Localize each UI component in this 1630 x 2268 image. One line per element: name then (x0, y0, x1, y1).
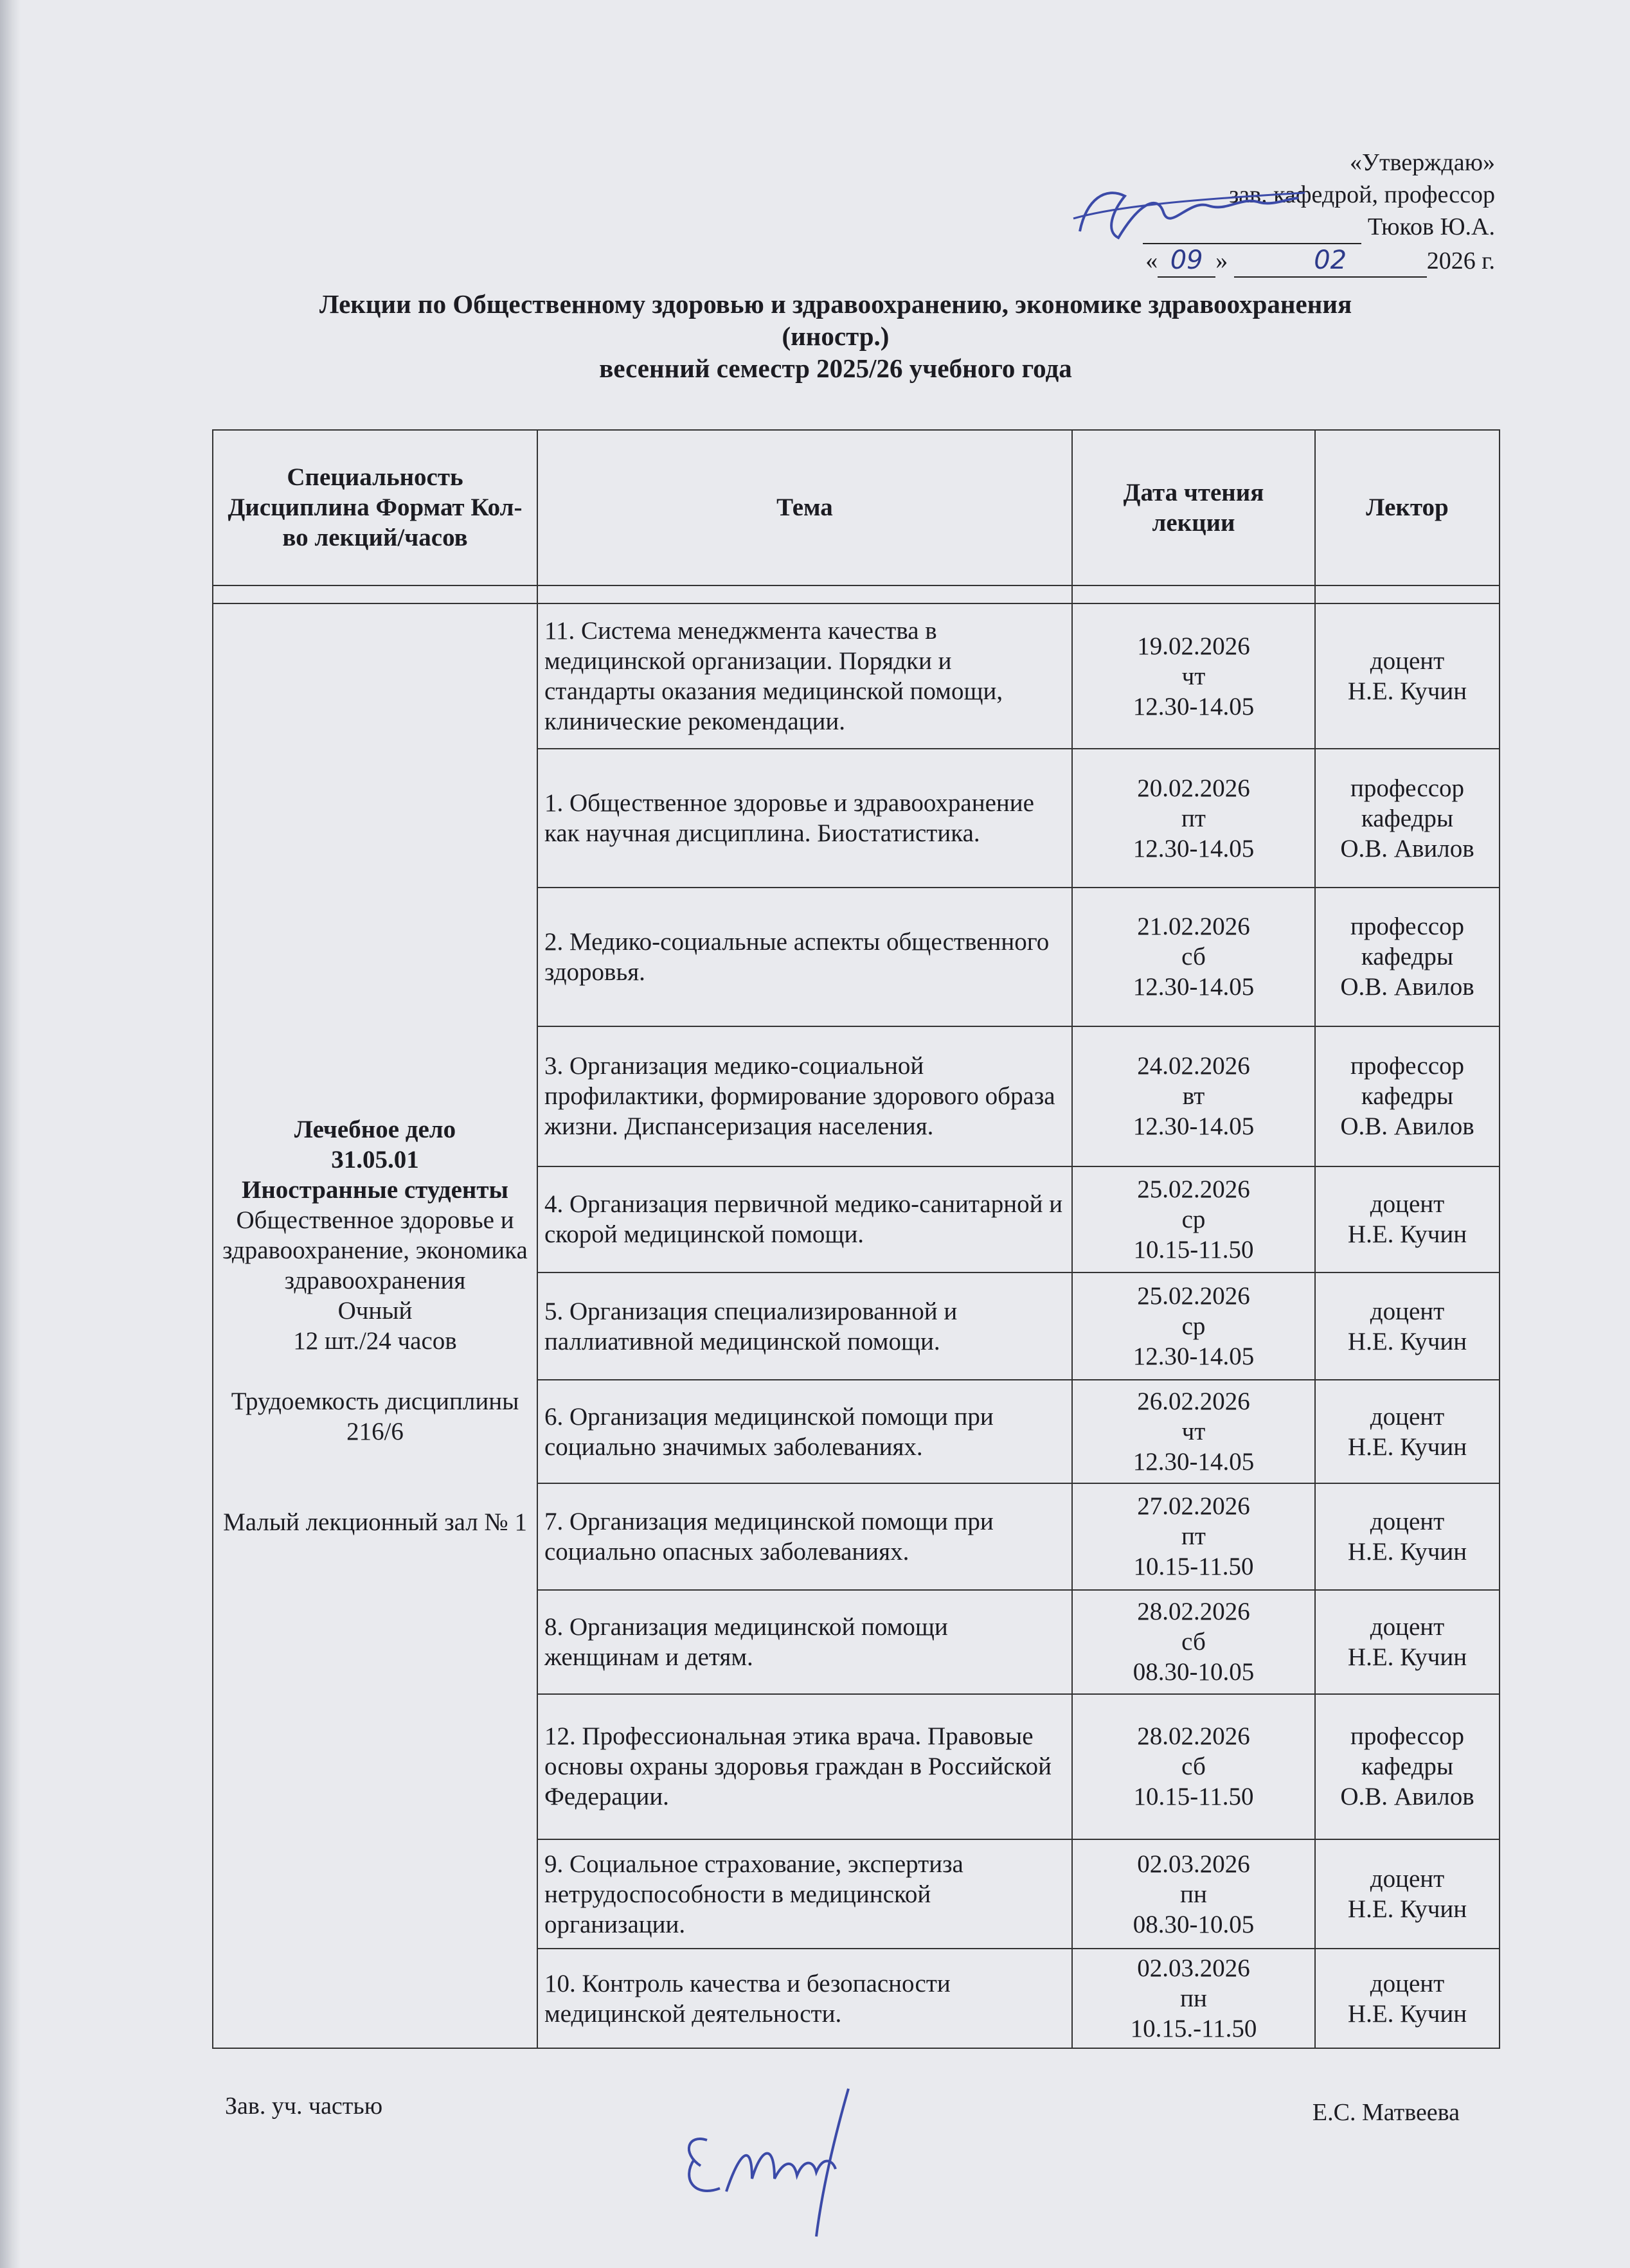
header-lecturer: Лектор (1315, 430, 1500, 585)
row-date: 02.03.2026 пн 10.15.-11.50 (1072, 1949, 1315, 2048)
row-topic: 5. Организация специализированной и паллиативной медицинской помощи. (537, 1272, 1072, 1380)
row-lecturer: доцент Н.Е. Кучин (1315, 1949, 1500, 2048)
approval-year: 2026 г. (1426, 247, 1495, 274)
row-date: 19.02.2026 чт 12.30-14.05 (1072, 603, 1315, 749)
row-date: 21.02.2026 сб 12.30-14.05 (1072, 888, 1315, 1026)
header-date: Дата чтения лекции (1072, 430, 1315, 585)
row-lecturer: доцент Н.Е. Кучин (1315, 1590, 1500, 1695)
row-topic: 2. Медико-социальные аспекты общественного здоровья. (537, 888, 1072, 1026)
spec-group: Иностранные студенты (241, 1176, 508, 1204)
header-topic: Тема (537, 430, 1072, 585)
row-topic: 11. Система менеджмента качества в медицинской организации. Порядки и стандарты оказания медицинской помощи, клинические рекомендации. (537, 603, 1072, 749)
row-date: 26.02.2026 чт 12.30-14.05 (1072, 1380, 1315, 1483)
row-date: 27.02.2026 пт 10.15-11.50 (1072, 1483, 1315, 1590)
row-date: 28.02.2026 сб 10.15-11.50 (1072, 1694, 1315, 1839)
row-date: 25.02.2026 ср 12.30-14.05 (1072, 1272, 1315, 1380)
row-lecturer: доцент Н.Е. Кучин (1315, 1483, 1500, 1590)
row-topic: 1. Общественное здоровье и здравоохранение как научная дисциплина. Биостатистика. (537, 749, 1072, 888)
spec-count: 12 шт./24 часов (293, 1327, 457, 1355)
title-line-3: весенний семестр 2025/26 учебного года (599, 353, 1072, 383)
head-signature (1067, 161, 1311, 257)
page-edge (0, 0, 21, 2268)
row-topic: 8. Организация медицинской помощи женщинам и детям. (537, 1590, 1072, 1695)
title-line-1: Лекции по Общественному здоровью и здравоохранению, экономике здравоохранения (319, 289, 1352, 319)
spec-room: Малый лекционный зал № 1 (223, 1508, 527, 1537)
spec-name: Лечебное дело (294, 1116, 456, 1144)
table-row (213, 603, 1500, 749)
document-title (193, 288, 1478, 384)
row-lecturer: профессор кафедры О.В. Авилов (1315, 1694, 1500, 1839)
spec-code: 31.05.01 (331, 1146, 419, 1174)
table-spacer-row (213, 585, 1500, 603)
spec-format: Очный (337, 1297, 413, 1325)
row-lecturer: доцент Н.Е. Кучин (1315, 1380, 1500, 1483)
specialty-cell (213, 603, 537, 2048)
row-date: 25.02.2026 ср 10.15-11.50 (1072, 1166, 1315, 1272)
row-lecturer: доцент Н.Е. Кучин (1315, 1272, 1500, 1380)
approval-date: « 09 » 02 2026 г. (1143, 244, 1495, 278)
approval-month: 02 (1234, 244, 1427, 278)
registrar-signature (656, 2069, 913, 2243)
row-topic: 10. Контроль качества и безопасности медицинской деятельности. (537, 1949, 1072, 2048)
row-date: 20.02.2026 пт 12.30-14.05 (1072, 749, 1315, 888)
row-date: 28.02.2026 сб 08.30-10.05 (1072, 1590, 1315, 1695)
row-date: 24.02.2026 вт 12.30-14.05 (1072, 1026, 1315, 1166)
title-line-2: (иностр.) (782, 321, 890, 351)
row-lecturer: доцент Н.Е. Кучин (1315, 1166, 1500, 1272)
row-lecturer: профессор кафедры О.В. Авилов (1315, 1026, 1500, 1166)
footer-position: Зав. уч. частью (225, 2093, 383, 2120)
row-topic: 7. Организация медицинской помощи при социально опасных заболеваниях. (537, 1483, 1072, 1590)
row-lecturer: доцент Н.Е. Кучин (1315, 1839, 1500, 1949)
row-lecturer: доцент Н.Е. Кучин (1315, 603, 1500, 749)
row-lecturer: профессор кафедры О.В. Авилов (1315, 888, 1500, 1026)
row-date: 02.03.2026 пн 08.30-10.05 (1072, 1839, 1315, 1949)
header-spec: Специальность Дисциплина Формат Кол-во лекций/часов (213, 430, 537, 585)
row-topic: 12. Профессиональная этика врача. Правовые основы охраны здоровья граждан в Российской Федерации. (537, 1694, 1072, 1839)
table-header-row (213, 430, 1500, 585)
lecture-schedule-table (212, 429, 1500, 2049)
footer-name: Е.С. Матвеева (1312, 2099, 1460, 2126)
approval-position: зав. кафедрой, профессор (1229, 181, 1495, 208)
row-topic: 9. Социальное страхование, экспертиза нетрудоспособности в медицинской организации. (537, 1839, 1072, 1949)
row-topic: 4. Организация первичной медико-санитарной и скорой медицинской помощи. (537, 1166, 1072, 1272)
approval-signer: Тюков Ю.А. (1143, 211, 1495, 244)
row-topic: 6. Организация медицинской помощи при социально значимых заболеваниях. (537, 1380, 1072, 1483)
spec-labor: Трудоемкость дисциплины 216/6 (231, 1388, 519, 1446)
approval-day: 09 (1158, 244, 1215, 278)
spec-discipline: Общественное здоровье и здравоохранение, экономика здравоохранения (222, 1206, 528, 1295)
approval-title: «Утверждаю» (1350, 149, 1495, 176)
row-lecturer: профессор кафедры О.В. Авилов (1315, 749, 1500, 888)
row-topic: 3. Организация медико-социальной профилактики, формирование здорового образа жизни. Диспансеризация населения. (537, 1026, 1072, 1166)
